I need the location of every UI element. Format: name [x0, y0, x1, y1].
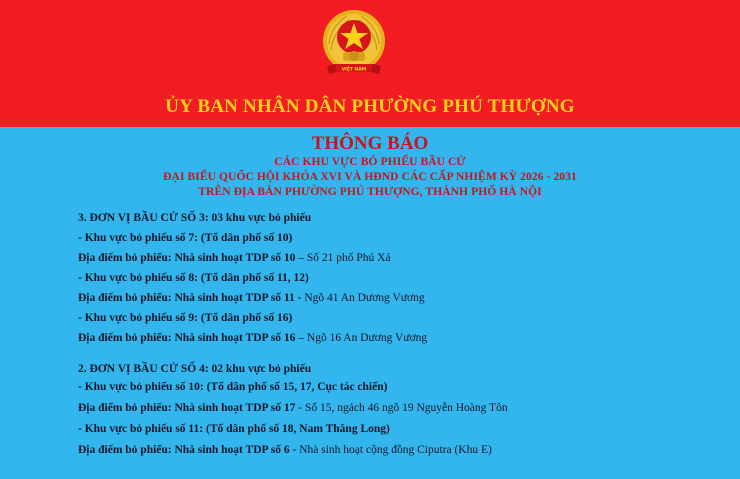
- emblem-ribbon-text: VIỆT NAM: [341, 67, 367, 73]
- voting-area-7: - Khu vực bỏ phiếu số 7: (Tổ dân phố số 10): [78, 232, 293, 244]
- voting-location-9: [78, 332, 427, 344]
- voting-location-9-label: Địa điểm bỏ phiếu: Nhà sinh hoạt TDP số 16: [78, 332, 296, 344]
- voting-area-10: - Khu vực bỏ phiếu số 10: (Tổ dân phố số 15, 17, Cục tác chiến): [78, 381, 388, 393]
- unit-4-heading: 2. ĐƠN VỊ BẦU CỬ SỐ 4: 02 khu vực bỏ phiếu: [78, 363, 312, 375]
- voting-area-11: - Khu vực bỏ phiếu số 11: (Tổ dân phố số 18, Nam Thăng Long): [78, 423, 390, 435]
- voting-location-8-address: - Ngõ 41 An Dương Vương: [294, 292, 425, 304]
- voting-area-8: - Khu vực bỏ phiếu số 8: (Tổ dân phố số 11, 12): [78, 272, 309, 284]
- voting-location-10-address: - Số 15, ngách 46 ngõ 19 Nguyễn Hoàng Tôn: [295, 402, 508, 414]
- national-emblem-icon: [319, 8, 389, 84]
- voting-location-11-label: Địa điểm bỏ phiếu: Nhà sinh hoạt TDP số 6: [78, 444, 290, 456]
- notice-subtitle-2: ĐẠI BIỂU QUỐC HỘI KHÓA XVI VÀ HĐND CÁC CẤP NHIỆM KỲ 2026 - 2031: [163, 171, 577, 183]
- voting-location-7: [78, 252, 391, 264]
- voting-location-7-address: – Số 21 phố Phú Xá: [295, 252, 391, 264]
- voting-location-11-address: - Nhà sinh hoạt cộng đồng Ciputra (Khu E): [289, 444, 492, 456]
- voting-location-8: [78, 292, 425, 304]
- notice-subtitle-1: CÁC KHU VỰC BỎ PHIẾU BẦU CỬ: [274, 156, 466, 168]
- notice-subtitle-3: TRÊN ĐỊA BÀN PHƯỜNG PHÚ THƯỢNG, THÀNH PHỐ HÀ NỘI: [198, 186, 542, 198]
- voting-location-11: [78, 444, 492, 456]
- voting-area-9: - Khu vực bỏ phiếu số 9: (Tổ dân phố số 16): [78, 312, 293, 324]
- voting-location-8-label: Địa điểm bỏ phiếu: Nhà sinh hoạt TDP số 11: [78, 292, 295, 304]
- voting-location-10-label: Địa điểm bỏ phiếu: Nhà sinh hoạt TDP số 17: [78, 402, 296, 414]
- voting-location-7-label: Địa điểm bỏ phiếu: Nhà sinh hoạt TDP số 10: [78, 252, 296, 264]
- notice-title: THÔNG BÁO: [311, 133, 429, 154]
- unit-3-heading: 3. ĐƠN VỊ BẦU CỬ SỐ 3: 03 khu vực bỏ phiếu: [78, 212, 312, 224]
- voting-location-10: [78, 402, 508, 414]
- voting-location-9-address: – Ngõ 16 An Dương Vương: [295, 332, 428, 344]
- organization-name: ỦY BAN NHÂN DÂN PHƯỜNG PHÚ THƯỢNG: [165, 96, 575, 117]
